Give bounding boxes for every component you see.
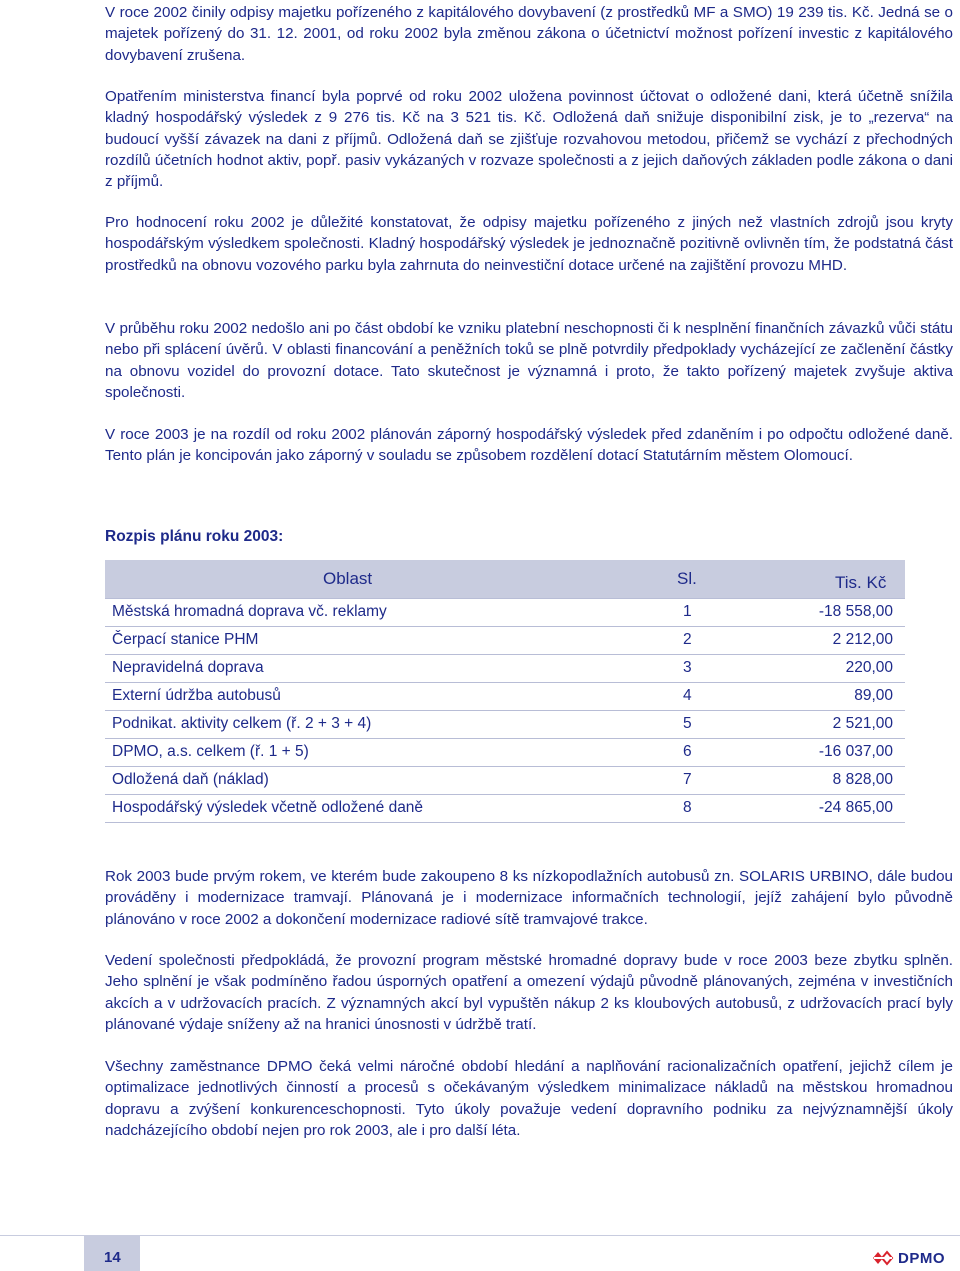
table-row: [105, 627, 905, 655]
dpmo-logo-icon: [872, 1249, 894, 1267]
dpmo-logo: [872, 1248, 945, 1268]
footer-divider: [0, 1235, 960, 1236]
row-value: -18 558,00: [818, 603, 893, 620]
table-row: [105, 683, 905, 711]
table-row: [105, 711, 905, 739]
paragraph-evaluation-2002: Pro hodnocení roku 2002 je důležité konstatovat, že odpisy majetku pořízeného z jiných než vlastních zdrojů jsou kryty hospodářským výsledkem společnosti. Kladný hospodářský výsledek je jednoznačně pozitivně ovlivněn tím, že podstatná část prostředků na obnovu vozového parku byla zahrnuta do neinvestiční dotace určené na zajištění provozu MHD.: [105, 214, 953, 274]
table-row: [105, 739, 905, 767]
header-tis-kc: Tis. Kč: [835, 573, 887, 592]
paragraph-plan-2003: V roce 2003 je na rozdíl od roku 2002 plánován záporný hospodářský výsledek před zdaněním i po odpočtu odložené daně. Tento plán je koncipován jako záporný v souladu se způsobem rozdělení dotací Statutárním městem Olomoucí.: [105, 426, 953, 465]
plan-table: [105, 560, 905, 823]
row-value: -24 865,00: [818, 799, 893, 816]
table-row: [105, 795, 905, 823]
row-name: Nepravidelná doprava: [112, 659, 264, 676]
row-sl: 2: [683, 631, 692, 648]
paragraph-purchases-2003: Rok 2003 bude prvým rokem, ve kterém bude zakoupeno 8 ks nízkopodlažních autobusů zn. SOLARIS URBINO, dále budou prováděny i modernizace tramvají. Plánovaná je i modernizace informačních technologií, jejíž zahájení bylo původně plánováno v roce 2002 a dokončení modernizace radiové sítě tramvajové trakce.: [105, 868, 953, 928]
logo-text: DPMO: [898, 1249, 945, 1267]
paragraph-depreciation: V roce 2002 činily odpisy majetku pořízeného z kapitálového dovybavení (z prostředků MF a SMO) 19 239 tis. Kč. Jedná se o majetek pořízený do 31. 12. 2001, od roku 2002 byla změnou zákona o účetnictví možnost pořízení investic z kapitálového dovybavení zrušena.: [105, 4, 953, 64]
row-value: 8 828,00: [832, 771, 893, 788]
row-name: Městská hromadná doprava vč. reklamy: [112, 603, 387, 620]
row-sl: 3: [683, 659, 692, 676]
table-row: [105, 767, 905, 795]
row-value: 89,00: [854, 687, 893, 704]
row-value: -16 037,00: [818, 743, 893, 760]
row-value: 2 212,00: [832, 631, 893, 648]
table-row: [105, 598, 905, 627]
row-sl: 4: [683, 687, 692, 704]
paragraph-solvency: V průběhu roku 2002 nedošlo ani po část období ke vzniku platební neschopnosti či k nesplnění finančních závazků vůči státu nebo při splácení úvěrů. V oblasti financování a peněžních toků se plně potvrdily předpoklady vycházející ze začlenění částky na obnovu vozidel do provozní dotace. Tato skutečnost je významná i proto, že takto pořízený majetek zvyšuje aktiva společnosti.: [105, 320, 953, 401]
row-name: Hospodářský výsledek včetně odložené daně: [112, 799, 424, 816]
row-sl: 6: [683, 743, 692, 760]
row-sl: 8: [683, 799, 692, 816]
row-name: DPMO, a.s. celkem (ř. 1 + 5): [112, 743, 309, 760]
page-number: 14: [104, 1249, 121, 1266]
row-sl: 5: [683, 715, 692, 732]
row-name: Odložená daň (náklad): [112, 771, 269, 788]
row-value: 220,00: [845, 659, 893, 676]
row-value: 2 521,00: [832, 715, 893, 732]
header-sl: Sl.: [677, 569, 697, 588]
row-sl: 7: [683, 771, 692, 788]
paragraph-deferred-tax: Opatřením ministerstva financí byla poprvé od roku 2002 uložena povinnost účtovat o odložené dani, která účetně snížila kladný hospodářský výsledek z 9 276 tis. Kč na 3 521 tis. Kč. Odložená daň snižuje disponibilní zisk, je to „rezerva“ na budoucí vyšší závazek na dani z příjmů. Odložená daň se zjišťuje rozvahovou metodou, přičemž se vychází z přechodných rozdílů účetních hodnot aktiv, popř. pasiv vykázaných v rozvaze společnosti a z jejich daňových základen podle zákona o dani z příjmů.: [105, 88, 953, 191]
section-heading: Rozpis plánu roku 2003:: [105, 528, 284, 545]
table-row: [105, 655, 905, 683]
paragraph-operational-program: Vedení společnosti předpokládá, že provozní program městské hromadné dopravy bude v roce 2003 beze zbytku splněn. Jeho splnění je však podmíněno řadou úsporných opatření a omezení výdajů původně plánovaných, zejména v investičních akcích a v udržovacích pracích. Z významných akcí byl vypuštěn nákup 2 ks kloubových autobusů, z udržovacích prací byly plánované výdaje sníženy až na hranici únosnosti v údržbě tratí.: [105, 952, 953, 1033]
header-oblast: Oblast: [323, 569, 373, 588]
paragraph-employees: Všechny zaměstnance DPMO čeká velmi náročné období hledání a naplňování racionalizačních opatření, jejichž cílem je optimalizace jednotlivých činností a procesů s očekávaným výsledkem minimalizace nákladů na městskou hromadnou dopravu a zvýšení konkurenceschopnosti. Tyto úkoly považuje vedení dopravního podniku za nejvýznamnější úkoly nadcházejícího období nejen pro rok 2003, ale i pro další léta.: [105, 1058, 953, 1139]
table-header: [105, 560, 905, 598]
row-name: Externí údržba autobusů: [112, 687, 281, 704]
row-name: Čerpací stanice PHM: [112, 631, 259, 648]
row-sl: 1: [683, 603, 692, 620]
row-name: Podnikat. aktivity celkem (ř. 2 + 3 + 4): [112, 715, 372, 732]
